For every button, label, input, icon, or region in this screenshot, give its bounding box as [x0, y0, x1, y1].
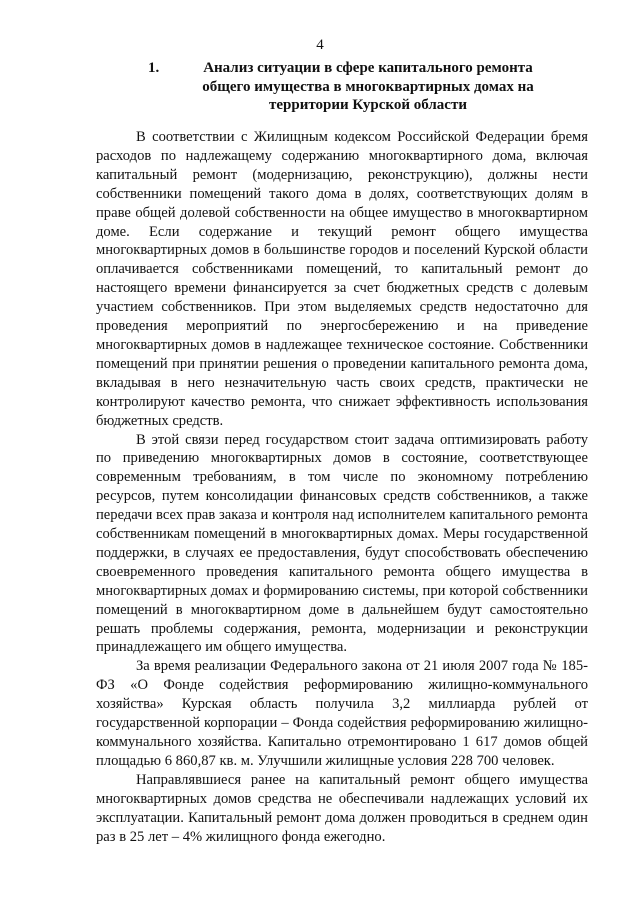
body-text — [96, 128, 588, 846]
section-heading — [96, 59, 588, 115]
section-title: Анализ ситуации в сфере капитального ремонта общего имущества в многоквартирных домах на территории Курской области — [202, 60, 534, 113]
paragraph: За время реализации Федерального закона от 21 июля 2007 года № 185-ФЗ «О Фонде содействия реформированию жилищно-коммунального хозяйства» Курская область получила 3,2 миллиарда рублей от государственной корпорации – Фонда содействия реформированию жилищно-коммунального хозяйства. Капитально отремонтировано 1 617 домов общей площадью 6 860,87 кв. м. Улучшили жилищные условия 228 700 человек. — [96, 658, 588, 769]
paragraph: Направлявшиеся ранее на капитальный ремонт общего имущества многоквартирных домов средства не обеспечивали надлежащих условий их эксплуатации. Капитальный ремонт дома должен проводиться в среднем один раз в 25 лет – 4% жилищного фонда ежегодно. — [96, 771, 588, 845]
paragraph: В этой связи перед государством стоит задача оптимизировать работу по приведению многоквартирных домов в состояние, соответствующее современным требованиям, в том числе по экономному потреблению ресурсов, путем консолидации финансовых средств собственников, а также передачи всех прав заказа и контроля над исполнителем капитального ремонта собственникам помещений в многоквартирных домах. Меры государственной поддержки, в случаях ее предоставления, будут способствовать обеспечению своевременного проведения капитального ремонта общего имущества в многоквартирных домах и формированию системы, при которой собственники помещений в многоквартирном доме в дальнейшем будут самостоятельно решать проблемы содержания, ремонта, модернизации и реконструкции принадлежащего им общего имущества. — [96, 431, 588, 656]
paragraph: В соответствии с Жилищным кодексом Российской Федерации бремя расходов по надлежащему содержанию многоквартирного дома, включая капитальный ремонт (модернизацию, реконструкцию), должны нести собственники помещений такого дома в долях, соответствующих долям в праве общей долевой собственности на общее имущество в многоквартирном доме. Если содержание и текущий ремонт общего имущества многоквартирных домов в большинстве городов и поселений Курской области оплачивается собственниками помещений, то капитальный ремонт до настоящего времени финансируется за счет бюджетных средств с долевым участием собственников. При этом выделяемых средств недостаточно для проведения мероприятий по энергосбережению и на приведение многоквартирных домов в надлежащее техническое состояние. Собственники помещений при принятии решения о проведении капитального ремонта дома, вкладывая в него незначительную часть своих средств, практически не контролируют качество ремонта, что снижает эффективность использования бюджетных средств. — [96, 129, 588, 429]
page-number: 4 — [316, 37, 324, 53]
section-number: 1. — [148, 60, 160, 76]
